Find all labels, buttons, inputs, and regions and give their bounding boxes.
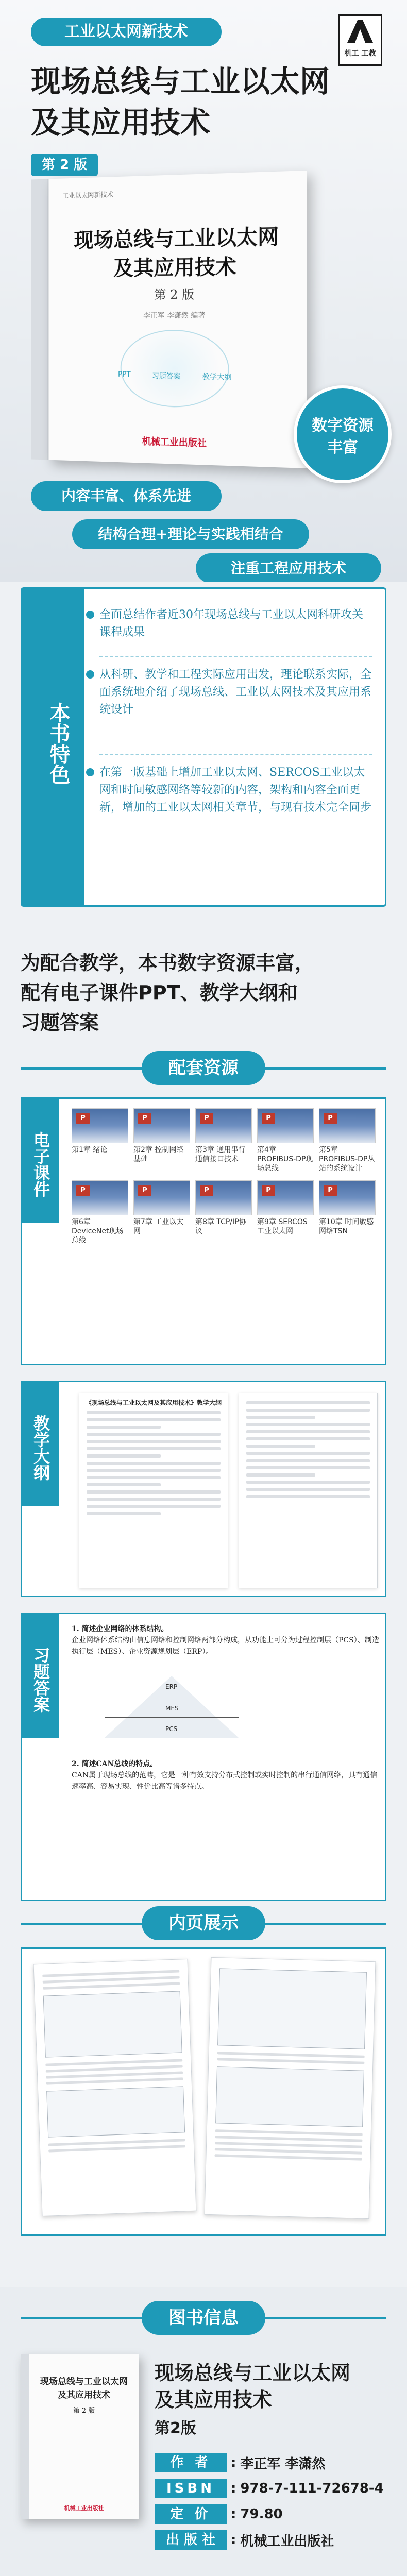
feature-text-3: 在第一版基础上增加工业以太网、SERCOS工业以太网和时间敏感网络等较新的内容，架构和内容全面更新，增加的工业以太网相关章节，与现有技术完全同步 xyxy=(99,766,372,814)
answers-panel xyxy=(21,1613,386,1901)
doc-line xyxy=(87,1440,221,1443)
publisher-logo xyxy=(338,14,382,66)
syllabus-doc-1 xyxy=(79,1393,228,1588)
hero-title-line1: 现场总线与工业以太网 xyxy=(31,64,330,99)
cover-authors: 李正军 李潇然 编著 xyxy=(143,311,206,320)
feature-pill-2: 结构合理+理论与实践相结合 xyxy=(72,519,309,549)
slogan-line1: 为配合教学，本书数字资源丰富， xyxy=(21,952,315,974)
info-edition: 第2版 xyxy=(155,2419,196,2437)
page-line xyxy=(217,2058,364,2064)
cover-title-line2: 及其应用技术 xyxy=(113,254,236,280)
digital-resources-badge xyxy=(294,385,392,483)
book-info-heading: 图书信息 xyxy=(142,2301,265,2335)
cover-title xyxy=(48,222,307,283)
doc-line xyxy=(246,1423,370,1426)
page-line xyxy=(42,1970,179,1977)
info-cover-edition: 第 2 版 xyxy=(73,2407,95,2415)
info-cover-title-line2: 及其应用技术 xyxy=(58,2390,110,2400)
doc-line xyxy=(87,1462,221,1465)
info-title-line2: 及其应用技术 xyxy=(155,2388,273,2411)
inner-pages-heading: 内页展示 xyxy=(142,1906,265,1940)
syllabus-icon: 教学大纲 xyxy=(202,372,232,382)
powerpoint-icon: P xyxy=(262,1113,275,1124)
page-line xyxy=(215,2136,362,2142)
info-colon: : xyxy=(231,2455,236,2470)
ppt-item[interactable] xyxy=(133,1180,190,1245)
syllabus-panel xyxy=(21,1381,386,1597)
info-cover-publisher: 机械工业出版社 xyxy=(64,2505,104,2512)
pyramid-divider xyxy=(105,1717,239,1718)
ppt-icon: PPT xyxy=(117,370,131,379)
ppt-caption: 第6章 DeviceNet现场总线 xyxy=(72,1218,124,1245)
pyramid-label-mid: MES xyxy=(165,1705,179,1712)
ppt-caption: 第8章 TCP/IP协议 xyxy=(195,1218,246,1235)
ppt-caption: 第2章 控制网络基础 xyxy=(133,1146,184,1163)
info-row-isbn xyxy=(155,2478,384,2499)
exercise-q2: 2. 简述CAN总线的特点。 xyxy=(72,1760,158,1768)
ppt-panel xyxy=(21,1097,386,1365)
info-colon: : xyxy=(231,2506,236,2522)
ppt-item[interactable] xyxy=(257,1180,314,1245)
page-line xyxy=(46,2071,183,2078)
info-key-author: 作 者 xyxy=(155,2453,227,2472)
hero-section xyxy=(0,0,407,582)
page-line xyxy=(48,2139,185,2146)
inner-page-left xyxy=(33,1959,197,2216)
ppt-thumbnail xyxy=(72,1108,128,1143)
doc-line xyxy=(87,1490,221,1494)
ppt-item[interactable] xyxy=(319,1108,376,1173)
cover-publisher: 机械工业出版社 xyxy=(142,436,207,449)
slogan xyxy=(21,948,392,1038)
answers-icon: 习题答案 xyxy=(152,372,181,381)
doc-line xyxy=(87,1512,161,1515)
book-spine xyxy=(31,179,49,460)
doc-line xyxy=(87,1418,221,1421)
page-line xyxy=(46,2077,183,2084)
info-book-cover xyxy=(21,2354,139,2519)
info-title-line1: 现场总线与工业以太网 xyxy=(155,2362,351,2384)
feature-item-2 xyxy=(99,666,372,719)
powerpoint-icon: P xyxy=(138,1185,151,1196)
doc-line xyxy=(87,1476,221,1479)
powerpoint-icon: P xyxy=(200,1185,213,1196)
doc-line xyxy=(246,1416,315,1419)
ppt-label: 电子课件 xyxy=(22,1099,59,1223)
ppt-caption: 第4章 PROFIBUS-DP现场总线 xyxy=(257,1146,313,1173)
info-cover-title-line1: 现场总线与工业以太网 xyxy=(40,2377,128,2387)
info-key-publisher: 出 版 社 xyxy=(155,2530,227,2550)
powerpoint-icon: P xyxy=(76,1185,90,1196)
ppt-caption: 第3章 通用串行通信接口技术 xyxy=(195,1146,246,1163)
pyramid-label-top: ERP xyxy=(165,1683,178,1690)
info-title xyxy=(155,2360,381,2413)
powerpoint-icon: P xyxy=(324,1185,337,1196)
inner-pages-panel xyxy=(21,1947,386,2236)
info-colon: : xyxy=(231,2481,236,2496)
ppt-thumbnail xyxy=(319,1180,376,1215)
doc-line xyxy=(246,1481,370,1484)
ppt-thumbnail xyxy=(195,1108,252,1143)
page-figure xyxy=(43,1991,182,2057)
info-key-isbn: ISBN xyxy=(155,2479,227,2498)
cover-title-line1: 现场总线与工业以太网 xyxy=(74,224,279,252)
page-line xyxy=(215,2142,362,2148)
cover-edition: 第 2 版 xyxy=(154,287,195,302)
pyramid-label-bottom: PCS xyxy=(165,1725,178,1733)
exercise-q1: 1. 简述企业网络的体系结构。 xyxy=(72,1625,168,1633)
exercise-2 xyxy=(72,1758,381,1792)
ppt-item[interactable] xyxy=(195,1180,252,1245)
doc-line xyxy=(87,1433,221,1436)
doc-line xyxy=(87,1411,221,1414)
edition-tag: 第 2 版 xyxy=(31,154,98,176)
badge-line2: 丰富 xyxy=(327,438,358,456)
features-side-label: 本书特色 xyxy=(46,702,70,785)
cover-circle-graphic xyxy=(121,330,229,409)
ppt-caption: 第5章 PROFIBUS-DP从站的系统设计 xyxy=(319,1146,375,1173)
powerpoint-icon: P xyxy=(324,1113,337,1124)
exercise-1 xyxy=(72,1623,381,1657)
doc-line xyxy=(246,1488,370,1491)
ppt-item[interactable] xyxy=(72,1180,128,1245)
ppt-thumbnail xyxy=(257,1180,314,1215)
syllabus-doc-title: 《现场总线与工业以太网及其应用技术》教学大纲 xyxy=(85,1399,222,1406)
info-row-publisher xyxy=(155,2530,334,2550)
ppt-item[interactable] xyxy=(319,1180,376,1245)
ppt-item[interactable] xyxy=(72,1108,128,1173)
badge-line1: 数字资源 xyxy=(312,417,374,435)
ppt-caption: 第1章 绪论 xyxy=(72,1146,108,1154)
syllabus-label: 教学大纲 xyxy=(22,1382,59,1506)
feature-item-1 xyxy=(99,606,372,641)
features-side-bar xyxy=(22,589,84,905)
ppt-caption: 第7章 工业以太网 xyxy=(133,1218,184,1235)
ppt-item[interactable] xyxy=(133,1108,190,1173)
doc-line xyxy=(246,1401,370,1404)
doc-line xyxy=(246,1452,370,1455)
resources-heading: 配套资源 xyxy=(142,1051,265,1085)
book-front xyxy=(48,171,307,468)
page-figure xyxy=(215,2066,364,2127)
powerpoint-icon: P xyxy=(200,1113,213,1124)
doc-line xyxy=(246,1473,315,1477)
page-line xyxy=(217,2052,365,2058)
ppt-thumbnail xyxy=(72,1180,128,1215)
doc-line xyxy=(87,1447,221,1450)
info-val-publisher: 机械工业出版社 xyxy=(240,2533,334,2549)
ppt-thumbnail xyxy=(319,1108,376,1143)
info-key-price: 定 价 xyxy=(155,2504,227,2524)
features-panel xyxy=(21,587,386,907)
info-val-author: 李正军 李潇然 xyxy=(240,2456,326,2472)
hero-title xyxy=(31,61,350,143)
ppt-caption: 第9章 SERCOS工业以太网 xyxy=(257,1218,308,1235)
powerpoint-icon: P xyxy=(138,1113,151,1124)
page-network-figure xyxy=(217,1968,367,2049)
bullet-icon xyxy=(86,670,94,679)
doc-line xyxy=(87,1454,161,1458)
ppt-thumbnail xyxy=(257,1108,314,1143)
book-cover xyxy=(31,171,307,468)
page-line xyxy=(214,2154,362,2160)
inner-page-right xyxy=(205,1957,376,2219)
ppt-caption: 第10章 时间敏感网络TSN xyxy=(319,1218,374,1235)
syllabus-doc-2 xyxy=(239,1393,378,1588)
doc-line xyxy=(87,1505,221,1508)
series-tag: 工业以太网新技术 xyxy=(31,18,222,46)
bullet-icon xyxy=(86,768,94,776)
doc-line xyxy=(246,1445,315,1448)
powerpoint-icon: P xyxy=(262,1185,275,1196)
doc-line xyxy=(87,1498,221,1501)
powerpoint-icon: P xyxy=(76,1113,90,1124)
doc-line xyxy=(246,1495,370,1498)
hero-title-line2: 及其应用技术 xyxy=(31,105,211,140)
doc-line xyxy=(246,1430,370,1433)
info-cover-title xyxy=(29,2375,139,2402)
exercise-a2: CAN属于现场总线的范畴，它是一种有效支持分布式控制或实时控制的串行通信网络，具有通信速率高、容易实现、性价比高等诸多特点。 xyxy=(72,1771,378,1791)
page-line xyxy=(215,2129,363,2136)
slogan-line3: 习题答案 xyxy=(21,1011,99,1034)
page-line xyxy=(45,2059,182,2066)
feature-item-3 xyxy=(99,764,372,817)
feature-divider xyxy=(99,754,372,755)
feature-pill-1: 内容丰富、体系先进 xyxy=(31,481,222,511)
page-line xyxy=(46,2065,183,2072)
doc-line xyxy=(87,1426,161,1429)
doc-line xyxy=(246,1459,370,1462)
publisher-logo-text: 机工 工教 xyxy=(344,49,376,58)
exercise-a1: 企业网络体系结构由信息网络和控制网络两部分构成，从功能上可分为过程控制层（PCS）、制造执行层（MES）、企业资源规划层（ERP）。 xyxy=(72,1636,379,1656)
page-line xyxy=(43,1982,180,1989)
page-line xyxy=(48,2145,185,2152)
ppt-thumbnail xyxy=(133,1108,190,1143)
feature-pill-3: 注重工程应用技术 xyxy=(196,553,381,582)
ppt-thumbnail xyxy=(133,1180,190,1215)
doc-line xyxy=(246,1437,370,1440)
ppt-thumbnail xyxy=(195,1180,252,1215)
feature-text-1: 全面总结作者近30年现场总线与工业以太网科研攻关课程成果 xyxy=(99,608,363,639)
doc-line xyxy=(87,1483,161,1486)
page-line xyxy=(43,1976,180,1983)
answers-label: 习题答案 xyxy=(22,1614,59,1738)
doc-line xyxy=(246,1409,370,1412)
info-colon: : xyxy=(231,2532,236,2548)
info-row-author xyxy=(155,2452,325,2473)
feature-text-2: 从科研、教学和工程实际应用出发，理论联系实际，全面系统地介绍了现场总线、工业以太网技术及其应用系统设计 xyxy=(99,668,372,716)
info-val-isbn: 978-7-111-72678-4 xyxy=(240,2481,384,2496)
publisher-mark-icon xyxy=(347,20,373,43)
cover-series: 工业以太网新技术 xyxy=(62,191,114,200)
doc-line xyxy=(246,1466,370,1469)
info-val-price: 79.80 xyxy=(240,2506,283,2522)
cover-resource-icons xyxy=(108,370,243,382)
slogan-line2: 配有电子课件PPT、教学大纲和 xyxy=(21,981,298,1004)
ppt-item[interactable] xyxy=(257,1108,314,1173)
ppt-grid xyxy=(72,1108,381,1245)
page-line xyxy=(215,2148,362,2154)
ppt-item[interactable] xyxy=(195,1108,252,1173)
doc-line xyxy=(87,1469,221,1472)
page-table xyxy=(46,2086,185,2137)
feature-divider xyxy=(99,656,372,657)
info-row-price xyxy=(155,2504,283,2524)
bullet-icon xyxy=(86,611,94,619)
